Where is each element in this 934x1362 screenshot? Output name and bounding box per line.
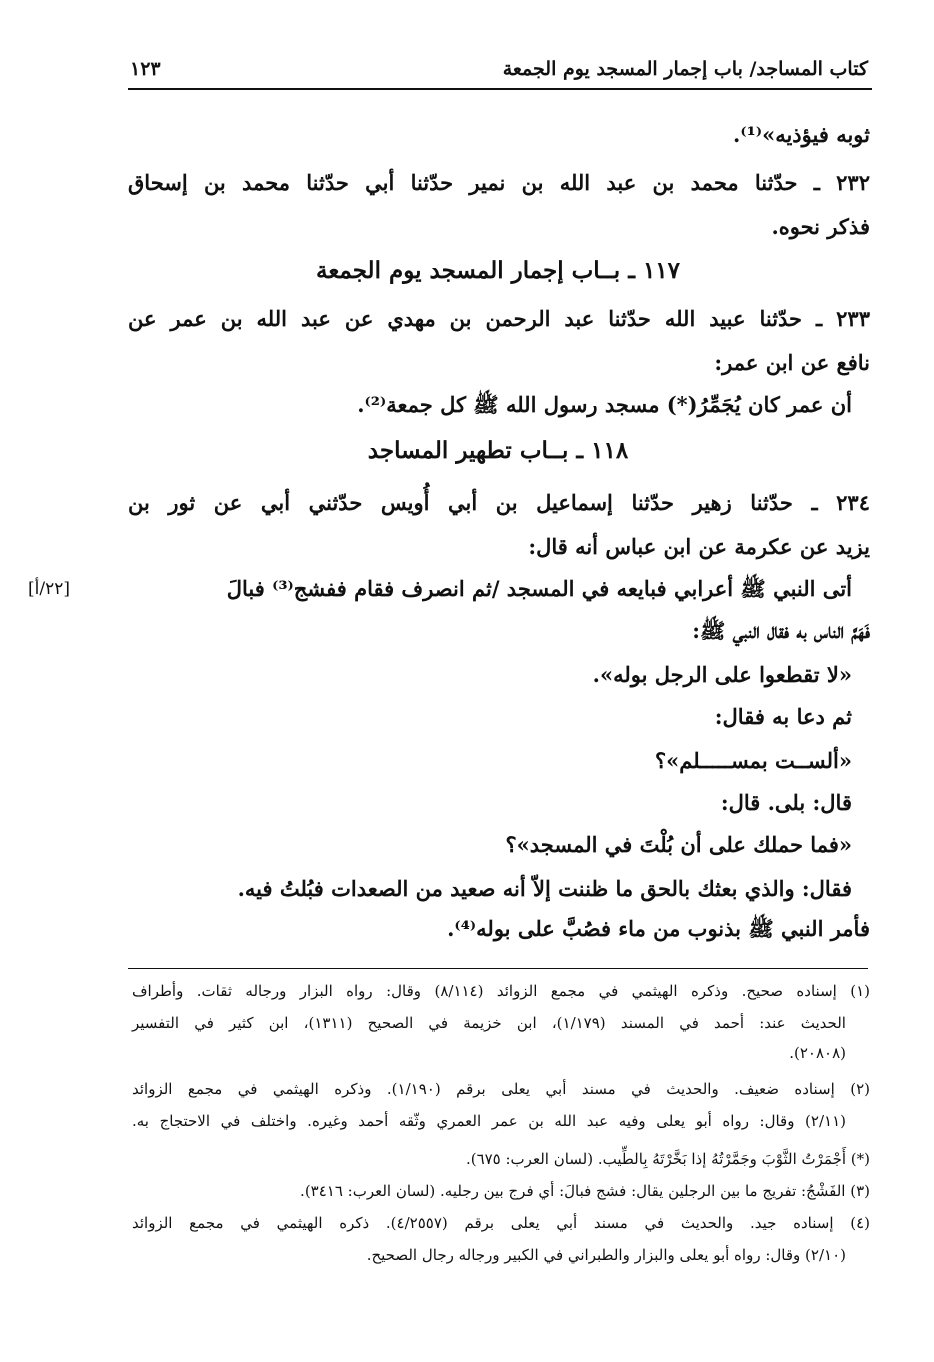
text-line: فذكر نحوه. (771, 214, 870, 239)
prophet-saying: «ألســت بمســـــلم»؟ (654, 748, 852, 773)
text-line: نافع عن ابن عمر: (714, 350, 870, 375)
footnote-1-cont: (٢٠٨٠٨). (789, 1044, 846, 1062)
footnote-separator (128, 968, 868, 969)
footnote-4: (٤) إسناده جيد. والحديث في مسند أبي يعلى برقم (٤/٢٥٥٧). ذكره الهيثمي في مجمع الزوائد (132, 1214, 870, 1232)
footnote-2-cont: (٢/١١) وقال: رواه أبو يعلى وفيه عبد الله بن عمر العمري وثّقه أحمد وغيره. واختلف في الاحتجاج به. (132, 1112, 846, 1130)
text-line: فَهَمَّ الناس به فقال النبي ﷺ: (692, 618, 870, 643)
footnote-4-cont: (٢/١٠) وقال: رواه أبو يعلى والبزار والطبراني في الكبير ورجاله رجال الصحيح. (366, 1246, 846, 1264)
footnote-star: (*) أَجْمَرْتُ الثَّوْبَ وجَمَّرْتُهُ إذا بَخَّرْتَهُ بِالطِّيب. (لسان العرب: ٦٧٥). (465, 1150, 870, 1168)
margin-folio-ref: [٢٢/أ] (28, 579, 70, 599)
text-line: ثوبه فيؤذيه»⁽¹⁾. (733, 122, 870, 147)
hadith-233: ٢٣٣ ـ حدّثنا عبيد الله حدّثنا عبد الرحمن بن مهدي عن عبد الله بن عمر عن (128, 306, 870, 331)
chapter-heading-117: ١١٧ ـ بــاب إجمار المسجد يوم الجمعة (315, 257, 681, 284)
text-line: يزيد عن عكرمة عن ابن عباس أنه قال: (528, 534, 870, 559)
prophet-saying: «فما حملك على أن بُلْتَ في المسجد»؟ (505, 832, 852, 857)
hadith-232: ٢٣٢ ـ حدّثنا محمد بن عبد الله بن نمير حدّثنا أبي حدّثنا محمد بن إسحاق (128, 170, 870, 195)
prophet-saying: «لا تقطعوا على الرجل بوله». (592, 662, 852, 687)
text-line: ثم دعا به فقال: (714, 704, 852, 729)
footnote-2: (٢) إسناده ضعيف. والحديث في مسند أبي يعلى برقم (١/١٩٠). وذكره الهيثمي في مجمع الزوائد (132, 1080, 871, 1098)
footnote-3: (٣) الفَشْجُ: تفريج ما بين الرجلين يقال: فشج فبالَ: أي فرج بين رجليه. (لسان العرب: ٣٤١٦). (300, 1182, 870, 1200)
text-line: قال: بلى. قال: (720, 790, 852, 815)
page-number: ١٢٣ (130, 58, 161, 80)
chapter-heading-118: ١١٨ ـ بــاب تطهير المساجد (367, 437, 629, 464)
text-line: فأمر النبي ﷺ بذنوب من ماء فصُبَّ على بوله⁽⁴⁾. (447, 916, 870, 941)
hadith-text: أن عمر كان يُجَمِّرُ(*) مسجد رسول الله ﷺ كل جمعة⁽²⁾. (357, 392, 852, 417)
hadith-234: ٢٣٤ ـ حدّثنا زهير حدّثنا إسماعيل بن أبي أُويس حدّثني أبي عن ثور بن (128, 490, 870, 515)
text-line: فقال: والذي بعثك بالحق ما ظننت إلاّ أنه صعيد من الصعدات فبُلتُ فيه. (237, 876, 852, 901)
hadith-text: أتى النبي ﷺ أعرابي فبايعه في المسجد /ثم انصرف فقام ففشج⁽³⁾ فبالَ (226, 576, 852, 601)
running-header (128, 52, 872, 90)
header-title: كتاب المساجد/ باب إجمار المسجد يوم الجمعة (502, 58, 868, 80)
footnote-1-cont: الحديث عند: أحمد في المسند (١/١٧٩)، ابن خزيمة في الصحيح (١٣١١)، ابن كثير في التفسير (132, 1014, 846, 1032)
footnote-1: (١) إسناده صحيح. وذكره الهيثمي في مجمع الزوائد (٨/١١٤) وقال: رواه البزار ورجاله ثقات. وأطراف (132, 982, 871, 1000)
